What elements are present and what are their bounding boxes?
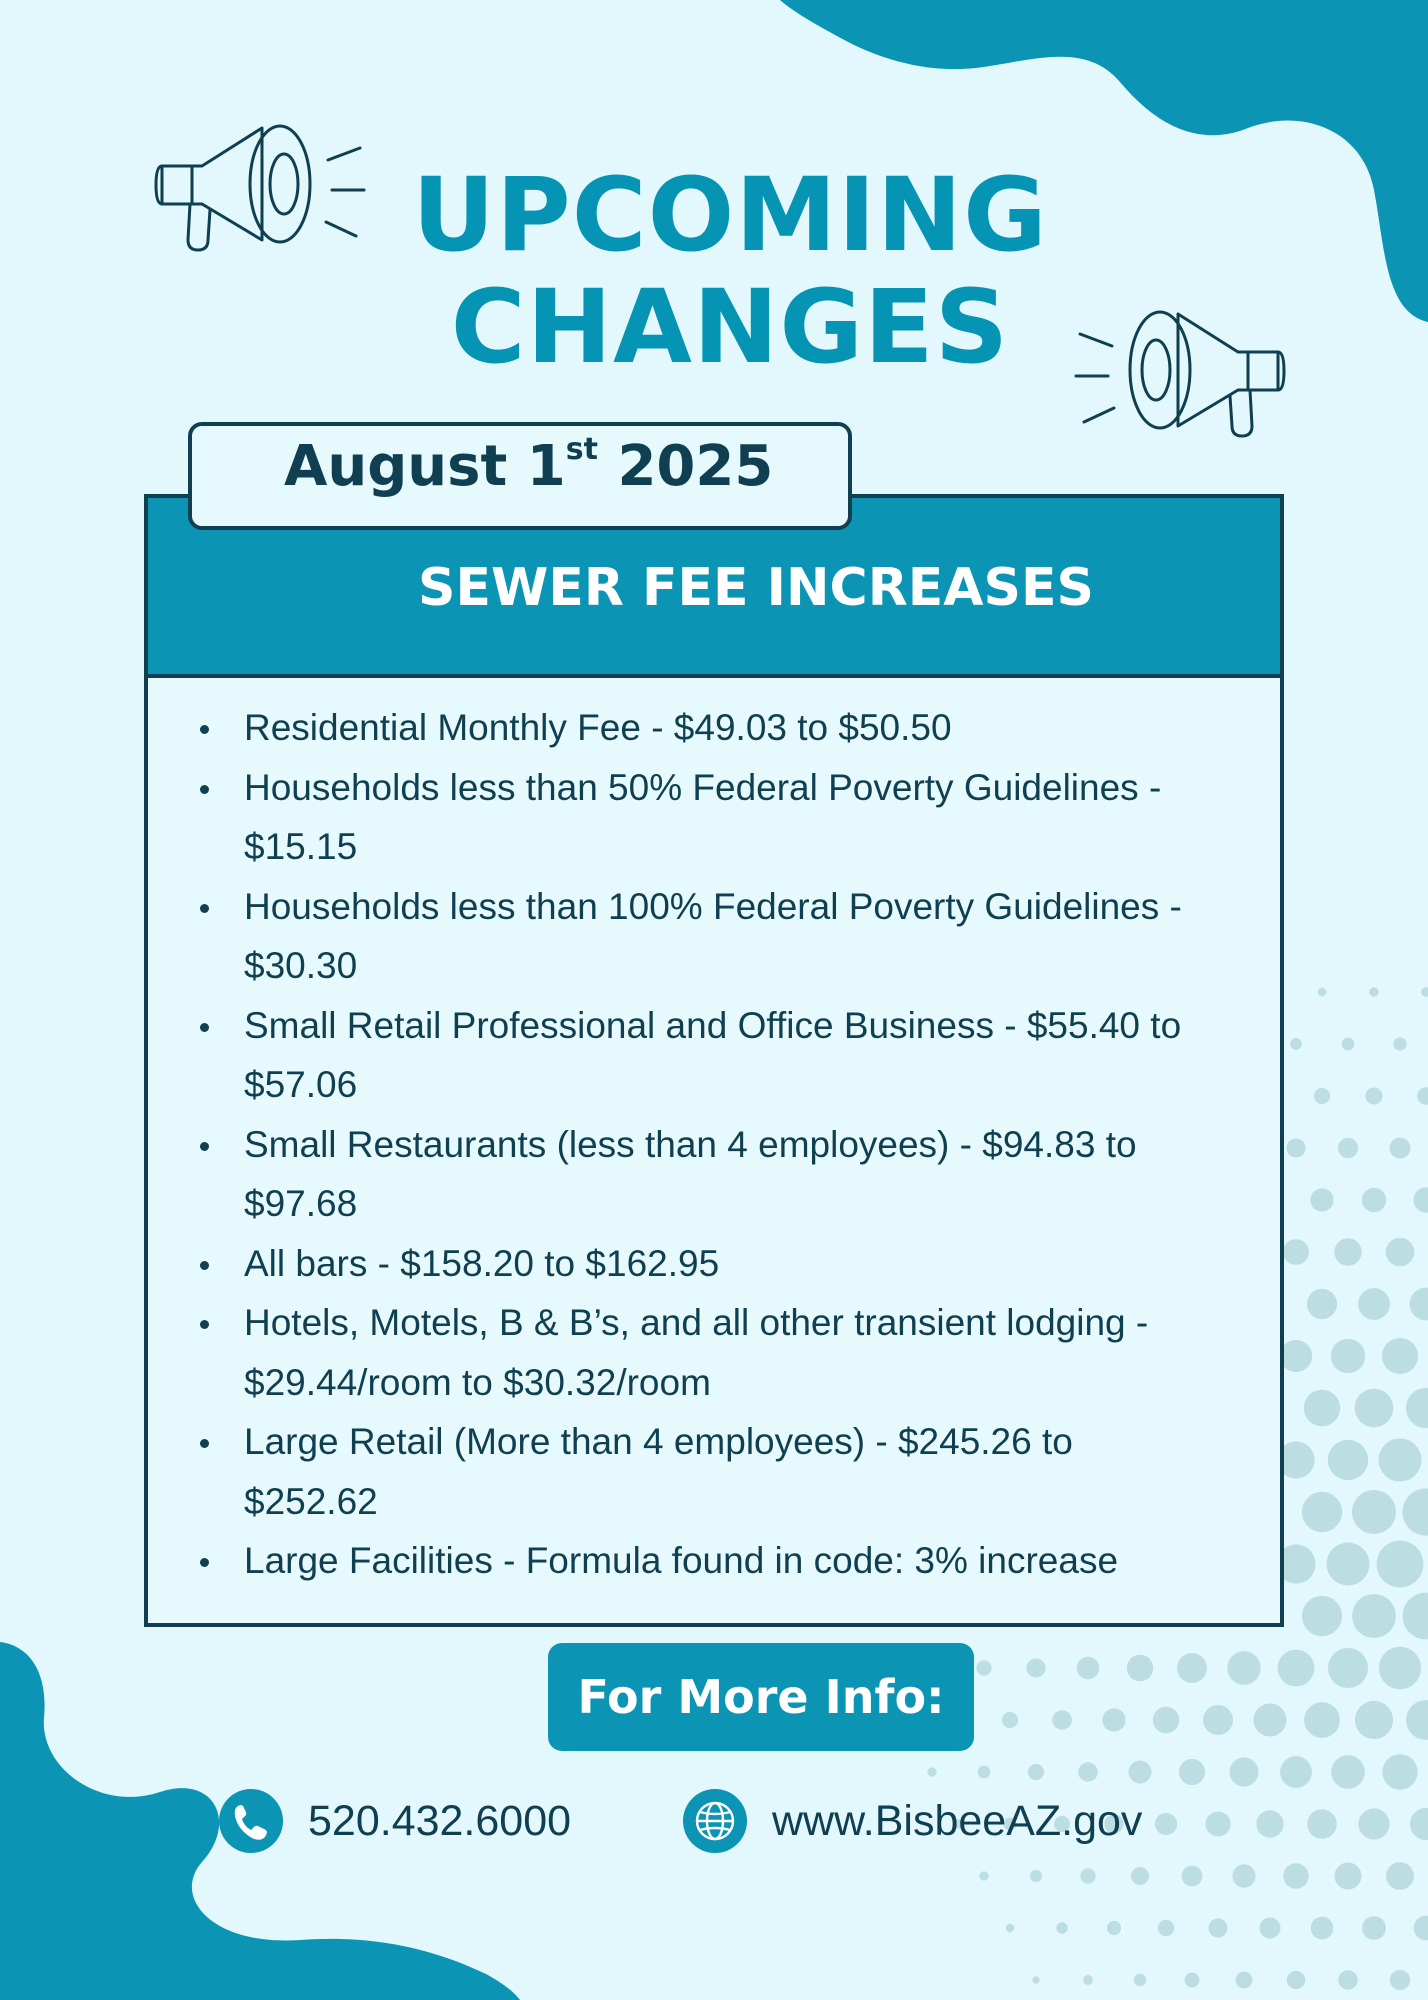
halftone-dot	[1342, 1038, 1355, 1051]
halftone-dot	[1256, 1810, 1283, 1837]
halftone-dot	[1402, 1488, 1428, 1535]
halftone-dot	[1283, 1863, 1308, 1888]
halftone-dot	[1386, 1862, 1414, 1890]
halftone-dot	[1107, 1921, 1121, 1935]
headline-line-1: UPCOMING	[412, 156, 1048, 275]
halftone-dot	[1406, 1700, 1428, 1740]
halftone-dot	[1078, 1762, 1098, 1782]
halftone-dot	[1283, 1239, 1309, 1265]
list-item: Large Retail (More than 4 employees) - $245.26 to $252.62	[200, 1412, 1260, 1531]
fee-list	[200, 698, 1260, 1591]
halftone-dot	[1032, 1976, 1039, 1983]
halftone-dot	[1358, 1808, 1389, 1839]
halftone-dot	[1232, 1864, 1255, 1887]
headline-line-2: CHANGES	[450, 268, 1010, 387]
date-tab	[188, 422, 852, 530]
halftone-dot	[1307, 1289, 1337, 1319]
halftone-dot	[1290, 1038, 1302, 1050]
halftone-dot	[1179, 1759, 1205, 1785]
halftone-dot	[1352, 1594, 1396, 1638]
fee-title: SEWER FEE INCREASES	[418, 558, 1094, 618]
halftone-dot	[1410, 1808, 1428, 1840]
halftone-dot	[1379, 1439, 1422, 1482]
halftone-dot	[1278, 1650, 1315, 1687]
halftone-dot	[1056, 1922, 1067, 1933]
halftone-dot	[1158, 1920, 1175, 1937]
megaphone-icon	[150, 118, 370, 268]
halftone-dot	[978, 1766, 991, 1779]
halftone-dot	[1362, 1188, 1386, 1212]
halftone-dot	[1328, 1648, 1368, 1688]
halftone-dot	[1280, 1340, 1312, 1372]
halftone-dot	[1331, 1339, 1365, 1373]
date-year: 2025	[617, 434, 774, 499]
halftone-dot	[1406, 1388, 1428, 1428]
halftone-dot	[1153, 1707, 1180, 1734]
megaphone-icon	[1070, 300, 1290, 460]
halftone-dot	[1338, 1138, 1358, 1158]
halftone-dot	[1377, 1541, 1424, 1588]
halftone-dot	[1386, 1238, 1415, 1267]
halftone-dot	[1129, 1761, 1152, 1784]
halftone-dot	[1302, 1492, 1342, 1532]
halftone-dot	[1414, 1916, 1428, 1941]
more-info-button[interactable]: For More Info:	[548, 1643, 974, 1751]
halftone-dot	[1314, 1088, 1330, 1104]
halftone-dot	[1318, 988, 1327, 997]
halftone-dot	[1393, 1037, 1406, 1050]
halftone-dot	[1002, 1712, 1018, 1728]
halftone-dot	[1027, 1659, 1046, 1678]
halftone-dot	[1206, 1812, 1231, 1837]
halftone-dot	[1052, 1710, 1072, 1730]
date-suffix: st	[565, 432, 598, 468]
halftone-dot	[1304, 1702, 1340, 1738]
halftone-dot	[1417, 1087, 1428, 1105]
phone-icon	[218, 1788, 284, 1854]
halftone-dot	[1028, 1764, 1044, 1780]
halftone-dot	[1379, 1647, 1421, 1689]
halftone-dot	[1355, 1701, 1393, 1739]
list-item: Small Retail Professional and Office Business - $55.40 to $57.06	[200, 996, 1260, 1115]
halftone-dot	[927, 1767, 936, 1776]
halftone-dot	[1338, 1970, 1358, 1990]
page-title	[380, 156, 1080, 387]
halftone-dot	[1352, 1490, 1396, 1534]
halftone-dot	[1102, 1708, 1125, 1731]
halftone-dot	[1236, 1972, 1253, 1989]
halftone-dot	[1185, 1973, 1200, 1988]
halftone-dot	[1254, 1704, 1287, 1737]
list-item: Large Facilities - Formula found in code: 3% increase	[200, 1531, 1260, 1591]
halftone-dot	[1287, 1971, 1305, 1989]
halftone-dot	[976, 1660, 991, 1675]
halftone-dot	[1131, 1867, 1149, 1885]
halftone-dot	[1369, 987, 1378, 996]
halftone-dot	[1227, 1651, 1260, 1684]
halftone-dot	[1304, 1390, 1340, 1426]
halftone-dot	[1328, 1440, 1368, 1480]
halftone-dot	[1155, 1813, 1177, 1835]
halftone-dot	[1390, 1138, 1411, 1159]
halftone-dot	[1287, 1139, 1306, 1158]
halftone-dot	[1230, 1758, 1259, 1787]
list-item: Households less than 50% Federal Poverty Guidelines - $15.15	[200, 758, 1260, 877]
list-item: Hotels, Motels, B & B’s, and all other transient lodging - $29.44/room to $30.32/room	[200, 1293, 1260, 1412]
halftone-dot	[1327, 1543, 1370, 1586]
halftone-dot	[1382, 1754, 1417, 1789]
list-item: Residential Monthly Fee - $49.03 to $50.50	[200, 698, 1260, 758]
halftone-dot	[1006, 1924, 1014, 1932]
date-main: August 1	[284, 434, 566, 499]
halftone-dot	[1335, 1863, 1362, 1890]
website-contact	[682, 1786, 1142, 1856]
halftone-dot	[1421, 987, 1428, 997]
halftone-dot	[1390, 1970, 1410, 1990]
halftone-dot	[1382, 1338, 1418, 1374]
website-link[interactable]: www.BisbeeAZ.gov	[772, 1796, 1143, 1845]
halftone-dot	[1413, 1187, 1428, 1212]
halftone-dot	[1209, 1919, 1228, 1938]
halftone-dot	[1077, 1657, 1100, 1680]
halftone-dot	[1182, 1866, 1203, 1887]
halftone-dot	[1311, 1917, 1334, 1940]
globe-icon	[682, 1788, 748, 1854]
halftone-dot	[1307, 1809, 1337, 1839]
halftone-dot	[1310, 1188, 1333, 1211]
halftone-dot	[1177, 1653, 1207, 1683]
phone-number[interactable]: 520.432.6000	[308, 1796, 572, 1845]
halftone-dot	[1362, 1916, 1386, 1940]
halftone-dot	[1203, 1705, 1233, 1735]
fee-box	[144, 494, 1284, 1627]
halftone-dot	[1331, 1755, 1365, 1789]
halftone-dot	[1080, 1868, 1095, 1883]
halftone-dot	[1134, 1974, 1146, 1986]
halftone-dot	[1280, 1756, 1312, 1788]
halftone-dot	[1366, 1088, 1383, 1105]
halftone-dot	[1334, 1238, 1361, 1265]
halftone-dot	[1355, 1389, 1394, 1428]
list-item: All bars - $158.20 to $162.95	[200, 1234, 1260, 1294]
halftone-dot	[1030, 1870, 1042, 1882]
halftone-dot	[1083, 1975, 1093, 1985]
effective-date	[284, 434, 773, 499]
halftone-dot	[1260, 1918, 1281, 1939]
halftone-dot	[1358, 1288, 1390, 1320]
list-item: Small Restaurants (less than 4 employees) - $94.83 to $97.68	[200, 1115, 1260, 1234]
list-item: Households less than 100% Federal Poverty Guidelines - $30.30	[200, 877, 1260, 996]
halftone-dot	[1403, 1593, 1428, 1640]
halftone-dot	[1302, 1596, 1342, 1636]
halftone-dot	[979, 1871, 988, 1880]
halftone-dot	[1410, 1288, 1428, 1321]
phone-contact	[218, 1786, 571, 1856]
halftone-dot	[1127, 1655, 1153, 1681]
